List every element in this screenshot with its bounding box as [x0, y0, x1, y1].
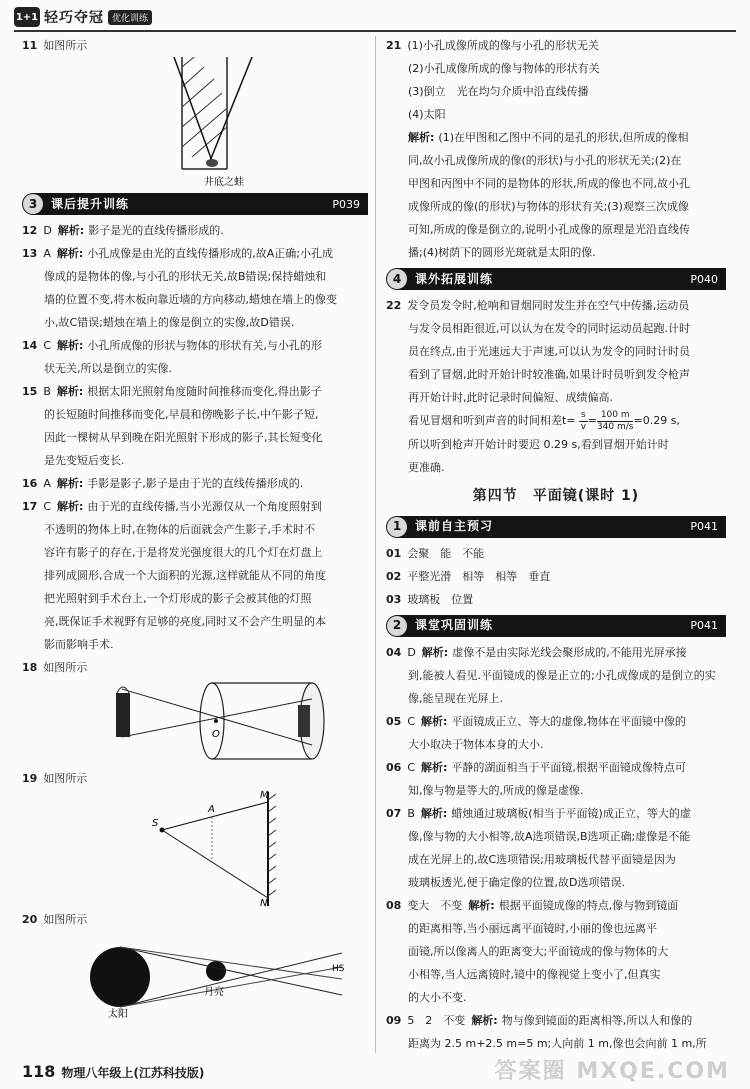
band-badge: 3 — [23, 194, 43, 214]
band-title: 课后提升训练 — [51, 196, 130, 211]
mirror-label-n: N — [260, 898, 268, 908]
section-band-2 — [386, 615, 726, 637]
section-band-3 — [22, 193, 368, 215]
sun-label: 太阳 — [108, 1009, 128, 1019]
watermark: 答案圈 MXQE.COM — [494, 1059, 730, 1084]
figure-frog-well — [22, 57, 368, 189]
question-16: 16 A 解析: 手影是影子,影子是由于光的直线传播形成的. — [22, 477, 304, 490]
book-title: 物理八年级上(江苏科技版) — [61, 1066, 205, 1080]
question-22: 22 发令员发令时,枪响和冒烟同时发生并在空气中传播,运动员 与发令员相距很近,可以认为在发令的同时运动员起跑.计时 员在终点,由于光速远大于声速,可以认为发令的同时计时员 看到了冒烟,此时开始计时较准确,如果计时员听到发令枪声 再开始计时,此时记录时间偏短、成绩偏高. 看见冒烟和听到声音的时间相差t= $\frac{s}{v}$ = $\frac{100 m}{340 m/s}$ =0.29 s, 所以听到枪声开始计时要迟 0.29 s,看到冒烟开始计时 更准确. — [386, 294, 726, 479]
question-13: 13 A 解析: 小孔成像是由光的直线传播形成的,故A正确;小孔成 像成的是物体的像,与小孔的形状无关,故B错误;保持蜡烛和 墙的位置不变,将木板向靠近墙的方向移动,蜡烛在墙上的像变 小,故C错误;蜡烛在墙上的像是倒立的实像,故D错误. — [22, 247, 337, 329]
time-formula: 看见冒烟和听到声音的时间相差t= $\frac{s}{v}$ = $\frac{100 m}{340 m/s}$ =0.29 s, — [408, 409, 680, 432]
band-title: 课外拓展训练 — [415, 271, 494, 286]
pinhole-label-o: O — [212, 729, 220, 740]
band-badge: 1 — [387, 517, 407, 537]
question-07: 07 B 解析: 蜡烛通过玻璃板(相当于平面镜)成正立、等大的虚 像,像与物的大小相等,故A选项错误,B选项正确;虚像是不能 成在光屏上的,故C选项错误;用玻璃板代替平面镜是因为 玻璃板透光,便于确定像的位置,故D选项错误. — [386, 806, 691, 889]
question-17: 17 C 解析: 由于光的直线传播,当小光源仅从一个角度照射到 不透明的物体上时,在物体的后面就会产生影子,手术时不 容许有影子的存在,于是将发光强度很大的几个灯在灯盘上 排列成圆形,合成一个大面积的光源,这样就能从不同的角度 把光照射到手术台上,一个灯形成的影子会被其他的灯照 亮,既保证手术视野有足够的亮度,同时又不会产生明显的本 影而影响手术. — [22, 500, 326, 651]
band-badge: 2 — [387, 616, 407, 636]
question-09: 09 5 2 不变 解析: 物与像到镜面的距离相等,所以人和像的 距离为 2.5 m+2.5 m=5 m;人向前 1 m,像也会向前 1 m,所 — [386, 1013, 707, 1050]
question-08: 08 变大 不变 解析: 根据平面镜成像的特点,像与物到镜面 的距离相等,当小丽远离平面镜时,小丽的像也远离平 面镜,所以像离人的距离变大;平面镜成的像与物体的大 小相等,当人远离镜时,镜中的像视觉上变小了,但真实 的大小不变. — [386, 898, 679, 1004]
earth-label-hs: HS — [332, 964, 345, 974]
section-band-4 — [386, 268, 726, 290]
brand-header — [14, 6, 152, 28]
moon-label: 月亮 — [204, 987, 224, 998]
question-20: 20 如图所示 — [22, 913, 88, 926]
section-title: 第四节 平面镜(课时 1) — [472, 487, 640, 504]
right-column — [386, 34, 726, 1055]
left-column — [22, 34, 368, 1019]
question-03: 03 玻璃板 位置 — [386, 592, 474, 606]
mirror-label-a: A — [208, 804, 215, 815]
question-12: 12 D 解析: 影子是光的直线传播形成的. — [22, 224, 224, 237]
band-page: P040 — [690, 272, 718, 286]
figure-plane-mirror — [22, 790, 368, 908]
band-page: P039 — [332, 197, 360, 211]
question-14: 14 C 解析: 小孔所成像的形状与物体的形状有关,与小孔的形 状无关,所以是倒立的实像. — [22, 339, 322, 375]
question-06: 06 C 解析: 平静的湖面相当于平面镜,根据平面镜成像特点可 知,像与物是等大的,所成的像是虚像. — [386, 760, 686, 797]
figure-caption-frog: 井底之蛙 — [204, 177, 244, 188]
question-01: 01 会聚 能 不能 — [386, 546, 485, 560]
question-15: 15 B 解析: 根据太阳光照射角度随时间推移而变化,得出影子 的长短随时间推移而变化,早晨和傍晚影子长,中午影子短, 因此一棵树从早到晚在阳光照射下形成的影子,其长短变化 是先变短后变长. — [22, 385, 323, 467]
figure-pinhole-camera — [22, 679, 368, 767]
band-badge: 4 — [387, 269, 407, 289]
brand-logo: 1+1 — [14, 7, 40, 27]
question-19: 19 如图所示 — [22, 772, 88, 785]
page-number: 118 — [22, 1062, 56, 1081]
section-band-1 — [386, 516, 726, 538]
question-11: 11 如图所示 — [22, 39, 88, 52]
band-title: 课堂巩固训练 — [415, 618, 494, 632]
page-footer — [22, 1062, 204, 1081]
column-divider — [375, 36, 376, 1053]
band-page: P041 — [690, 619, 718, 632]
mirror-label-m: M — [260, 790, 269, 801]
question-04: 04 D 解析: 虚像不是由实际光线会聚形成的,不能用光屏承接 到,能被人看见.平面镜成的像是正立的;小孔成像成的是倒立的实 像,能呈现在光屏上. — [386, 645, 716, 705]
band-page: P041 — [690, 520, 718, 533]
header-rule — [14, 30, 736, 32]
figure-sun-moon — [22, 931, 368, 1019]
band-title: 课前自主预习 — [415, 519, 494, 533]
question-05: 05 C 解析: 平面镜成正立、等大的虚像,物体在平面镜中像的 大小取决于物体本身的大小. — [386, 714, 686, 751]
question-18: 18 如图所示 — [22, 661, 88, 674]
question-21: 21 (1)小孔成像所成的像与小孔的形状无关 (2)小孔成像所成的像与物体的形状有关 (3)倒立 光在均匀介质中沿直线传播 (4)太阳 解析: (1)在甲图和乙图中不同的是孔的形状,但所成的像相 同,故小孔成像所成的像(的形状)与小孔的形状无关;(2)在 甲图和丙图中不同的是物体的形状,所成的像也不同,故小孔 成像所成的像(的形状)与物体的形状有关;(3)观察三次成像 可知,所成的像是倒立的,说明小孔成像的原理是光沿直线传 播;(4)树荫下的圆形光斑就是太阳的像. — [386, 39, 690, 259]
mirror-label-s: S — [152, 818, 159, 829]
brand-tag: 优化训练 — [108, 10, 152, 25]
question-02: 02 平整光滑 相等 相等 垂直 — [386, 569, 551, 583]
brand-name: 轻巧夺冠 — [44, 10, 104, 26]
